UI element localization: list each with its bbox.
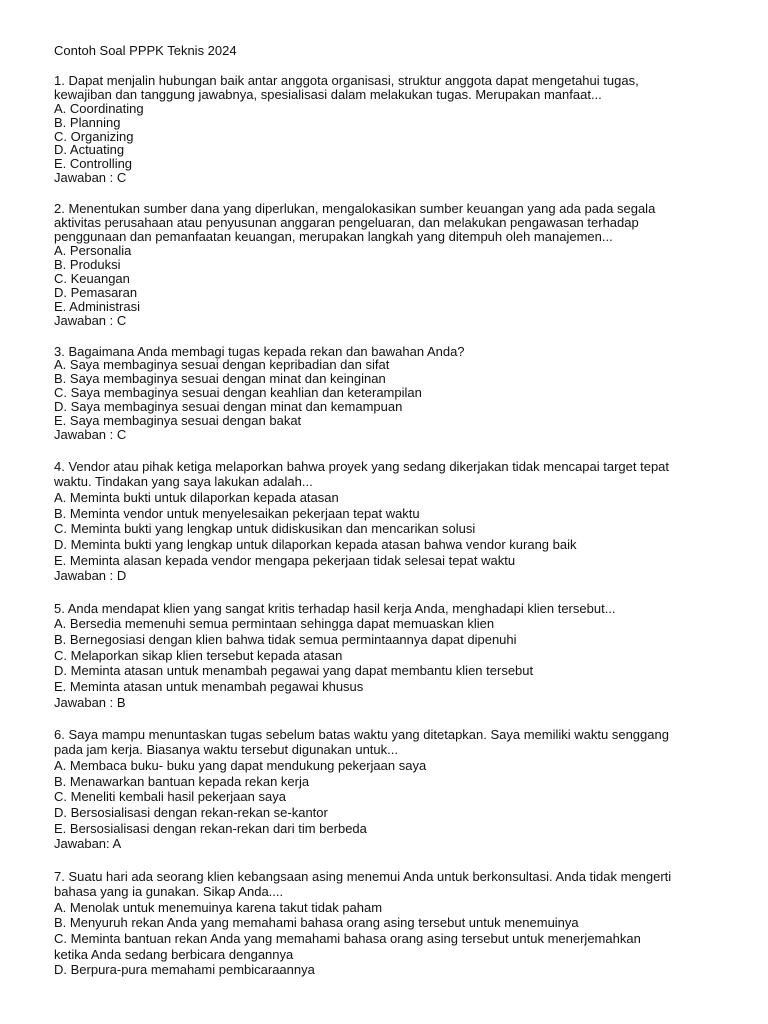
question-stem [54,74,728,102]
answer-option: B. Bernegosiasi dengan klien bahwa tidak semua permintaannya dapat dipenuhi [54,631,517,647]
answer-option: A. Coordinating [54,100,144,116]
question-text-line: 4. Vendor atau pihak ketiga melaporkan bahwa proyek yang sedang dikerjakan tidak mencapai target tepat [54,458,670,474]
answer-option: A. Personalia [54,242,132,258]
answer-option: D. Bersosialisasi dengan rekan-rekan se-kantor [54,804,328,820]
question-3 [54,345,728,443]
answer-option: A. Menolak untuk menemuinya karena takut tidak paham [54,899,383,915]
question-stem [54,202,728,244]
question-7 [54,869,728,979]
question-4 [54,459,728,584]
question-stem [54,727,728,758]
answer-option: A. Bersedia memenuhi semua permintaan sehingga dapat memuaskan klien [54,616,495,632]
answer-option: C. Meminta bantuan rekan Anda yang memahami bahasa orang asing tersebut untuk menerjemahkan [54,931,641,946]
question-stem [54,869,728,900]
answer-option: A. Saya membaginya sesuai dengan kepribadian dan sifat [54,357,390,373]
question-text-line: 1. Dapat menjalin hubungan baik antar anggota organisasi, struktur anggota dapat mengetahui tugas, [54,72,639,88]
question-1 [54,74,728,186]
answer-option: ketika Anda sedang berbicara dengannya [54,946,294,962]
answer-option: E. Saya membaginya sesuai dengan bakat [54,413,302,429]
question-text-line: bahasa yang ia gunakan. Sikap Anda.... [54,884,284,900]
answer-option: D. Actuating [54,142,125,158]
answer-option: C. Melaporkan sikap klien tersebut kepada atasan [54,647,343,663]
answer-option: D. Berpura-pura memahami pembicaraannya [54,962,315,978]
question-text-line: waktu. Tindakan yang saya lakukan adalah... [54,474,313,490]
answer-option: E. Meminta alasan kepada vendor mengapa pekerjaan tidak selesai tepat waktu [54,552,516,568]
answer-option: B. Menawarkan bantuan kepada rekan kerja [54,773,310,789]
answer-option: A. Membaca buku- buku yang dapat mendukung pekerjaan saya [54,757,427,773]
question-text-line: kewajiban dan tanggung jawabnya, spesialisasi dalam melakukan tugas. Merupakan manfaat... [54,86,602,102]
answer-key: Jawaban : C [54,426,127,442]
answer-option: C. Meminta bukti yang lengkap untuk didiskusikan dan mencarikan solusi [54,521,476,537]
question-2 [54,202,728,328]
answer-option: C. Keuangan [54,270,130,286]
answer-key: Jawaban: A [54,836,122,852]
answer-option: D. Meminta atasan untuk menambah pegawai yang dapat membantu klien tersebut [54,663,534,679]
answer-key: Jawaban : D [54,568,127,584]
question-stem [54,345,728,359]
question-text-line: 6. Saya mampu menuntaskan tugas sebelum batas waktu yang ditetapkan. Saya memiliki waktu senggang [54,726,669,742]
question-stem [54,601,728,617]
answer-option: B. Produksi [54,256,121,272]
answer-option: B. Saya membaginya sesuai dengan minat dan keinginan [54,371,386,387]
answer-option: C. Organizing [54,128,134,144]
answer-option: C. Saya membaginya sesuai dengan keahlian dan keterampilan [54,385,422,401]
answer-option: E. Bersosialisasi dengan rekan-rekan dari tim berbeda [54,820,367,836]
answer-option: C. Meneliti kembali hasil pekerjaan saya [54,789,286,805]
question-text-line: 7. Suatu hari ada seorang klien kebangsaan asing menemui Anda untuk berkonsultasi. Anda tidak mengerti [54,868,672,884]
question-5 [54,601,728,711]
answer-option: E. Meminta atasan untuk menambah pegawai khusus [54,678,364,694]
answer-key: Jawaban : C [54,312,127,328]
answer-key: Jawaban : C [54,170,127,186]
answer-option: B. Planning [54,114,121,130]
question-stem [54,459,728,490]
answer-option: B. Menyuruh rekan Anda yang memahami bahasa orang asing tersebut untuk menemuinya [54,915,579,931]
question-text-line: 3. Bagaimana Anda membagi tugas kepada rekan dan bawahan Anda? [54,343,465,359]
question-text-line: pada jam kerja. Biasanya waktu tersebut digunakan untuk... [54,742,398,758]
answer-option: D. Pemasaran [54,284,138,300]
question-text-line: 2. Menentukan sumber dana yang diperlukan, mengalokasikan sumber keuangan yang ada pada segala [54,201,656,217]
answer-option: B. Meminta vendor untuk menyelesaikan pekerjaan tepat waktu [54,505,420,521]
question-text-line: 5. Anda mendapat klien yang sangat kritis terhadap hasil kerja Anda, menghadapi klien tersebut... [54,600,616,616]
answer-option: A. Meminta bukti untuk dilaporkan kepada atasan [54,489,339,505]
answer-option: D. Saya membaginya sesuai dengan minat dan kemampuan [54,399,403,415]
question-text-line: penggunaan dan pemanfaatan keuangan, merupakan langkah yang ditempuh oleh manajemen... [54,229,613,245]
question-6 [54,727,728,852]
document-title: Contoh Soal PPPK Teknis 2024 [54,43,237,58]
answer-key: Jawaban : B [54,694,126,710]
answer-option: D. Meminta bukti yang lengkap untuk dilaporkan kepada atasan bahwa vendor kurang baik [54,537,577,553]
answer-option: E. Controlling [54,156,133,172]
answer-option: E. Administrasi [54,298,140,314]
question-text-line: aktivitas perusahaan atau penyusunan anggaran pengeluaran, dan melakukan pengawasan terhadap [54,215,639,231]
